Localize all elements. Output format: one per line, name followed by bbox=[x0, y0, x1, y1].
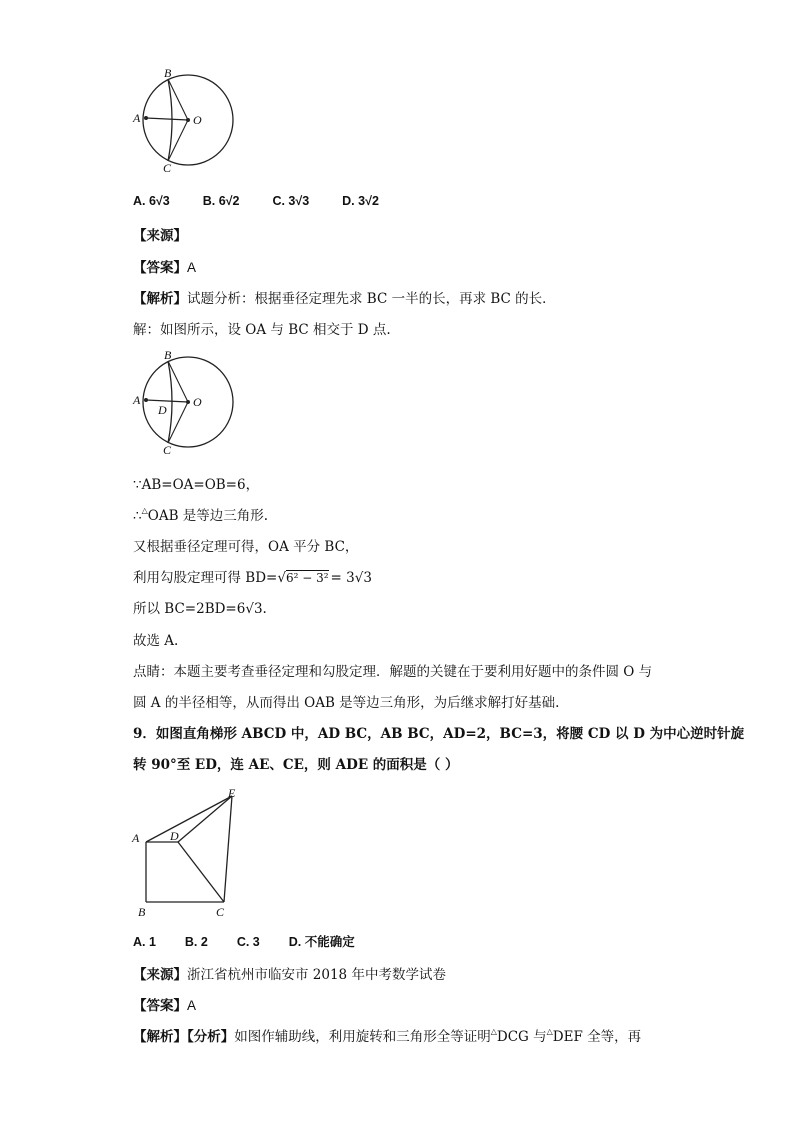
point-a bbox=[144, 116, 148, 120]
q8-step3: 又根据垂径定理可得，OA 平分 BC， bbox=[133, 539, 359, 555]
segment-ce bbox=[224, 796, 232, 902]
analysis-t2: DEF 全等，再 bbox=[552, 1029, 642, 1045]
source-text: 浙江省杭州市临安市 2018 年中考数学试卷 bbox=[187, 967, 446, 983]
figure-circle-2 bbox=[128, 348, 243, 456]
q9-stem-line2: 转 90°至 ED，连 AE、CE，则 ADE 的面积是（ ） bbox=[133, 757, 459, 773]
q9-analysis bbox=[133, 1025, 641, 1045]
step4-result: = 3√3 bbox=[330, 570, 372, 586]
option-d: D. 不能确定 bbox=[288, 935, 355, 949]
analysis-t1: DCG 与 bbox=[496, 1029, 547, 1045]
triangle-symbol: △ bbox=[546, 1027, 553, 1036]
label-b: B bbox=[164, 66, 172, 80]
label-c: C bbox=[163, 161, 172, 174]
q8-note-line1: 点睛：本题主要考查垂径定理和勾股定理．解题的关键在于要利用好题中的条件圆 O 与 bbox=[133, 664, 653, 680]
segment-ao bbox=[146, 400, 188, 402]
step2-text: OAB 是等边三角形. bbox=[147, 508, 269, 524]
label-b: B bbox=[164, 348, 172, 362]
label-a: A bbox=[133, 393, 141, 407]
label-e: E bbox=[228, 786, 236, 800]
option-c: C. 3√3 bbox=[272, 194, 310, 208]
q9-options bbox=[133, 932, 355, 950]
label-c: C bbox=[216, 905, 225, 917]
sqrt-symbol: √ bbox=[277, 570, 286, 586]
q9-stem-line1: 9．如图直角梯形 ABCD 中，AD BC，AB BC，AD=2，BC=3，将腰 CD 以 D 为中心逆时针旋 bbox=[133, 726, 745, 742]
triangle-symbol: △ bbox=[490, 1027, 497, 1036]
q9-source bbox=[133, 963, 446, 983]
q8-step4 bbox=[133, 566, 372, 586]
answer-label: 【答案】 bbox=[133, 998, 187, 1014]
chord-bc bbox=[168, 361, 172, 443]
option-b: B. 2 bbox=[184, 935, 208, 949]
q8-step1: ∵AB=OA=OB=6， bbox=[133, 477, 260, 493]
analysis-label: 【解析】【分析】 bbox=[133, 1029, 235, 1045]
q8-analysis bbox=[133, 287, 556, 307]
label-o: O bbox=[193, 113, 202, 127]
option-a: A. 1 bbox=[133, 935, 156, 949]
q8-step5: 所以 BC=2BD=6√3. bbox=[133, 601, 267, 617]
option-d: D. 3√2 bbox=[342, 194, 379, 208]
analysis-label: 【解析】 bbox=[133, 291, 187, 307]
label-c: C bbox=[163, 443, 172, 456]
q9-answer bbox=[133, 994, 196, 1014]
q8-source: 【来源】 bbox=[133, 228, 187, 244]
label-d: D bbox=[158, 403, 167, 417]
triangle-symbol: △ bbox=[141, 506, 148, 515]
sqrt-radicand: 6² − 3² bbox=[285, 571, 329, 585]
therefore-symbol: ∴ bbox=[133, 508, 142, 524]
analysis-text: 试题分析：根据垂径定理先求 BC 一半的长，再求 BC 的长． bbox=[187, 291, 556, 307]
label-a: A bbox=[133, 111, 141, 125]
label-a: A bbox=[132, 831, 140, 845]
chord-bc bbox=[168, 79, 172, 161]
segment-de bbox=[178, 796, 232, 842]
segment-ae bbox=[146, 796, 232, 842]
point-a bbox=[144, 398, 148, 402]
point-o bbox=[186, 400, 190, 404]
figure-circle-1 bbox=[128, 66, 243, 174]
segment-ao bbox=[146, 118, 188, 120]
source-label: 【来源】 bbox=[133, 967, 187, 983]
label-b: B bbox=[138, 905, 146, 917]
segment-dc bbox=[178, 842, 224, 902]
answer-value: A bbox=[187, 998, 197, 1013]
step4-prefix: 利用勾股定理可得 BD= bbox=[133, 570, 278, 586]
q8-answer bbox=[133, 256, 196, 276]
label-d: D bbox=[170, 829, 179, 843]
figure-trapezoid bbox=[128, 782, 258, 917]
q8-note-line2: 圆 A 的半径相等，从而得出 OAB 是等边三角形，为后继求解打好基础. bbox=[133, 695, 560, 711]
label-o: O bbox=[193, 395, 202, 409]
option-b: B. 6√2 bbox=[202, 194, 240, 208]
q8-options bbox=[133, 194, 379, 208]
option-a: A. 6√3 bbox=[133, 194, 170, 208]
option-c: C. 3 bbox=[236, 935, 260, 949]
point-o bbox=[186, 118, 190, 122]
answer-label: 【答案】 bbox=[133, 260, 187, 276]
q8-step6: 故选 A. bbox=[133, 633, 179, 649]
q8-solution-intro: 解：如图所示，设 OA 与 BC 相交于 D 点. bbox=[133, 322, 391, 338]
analysis-text: 如图作辅助线，利用旋转和三角形全等证明 bbox=[234, 1029, 491, 1045]
answer-value: A bbox=[187, 260, 197, 275]
q8-step2 bbox=[133, 504, 268, 524]
